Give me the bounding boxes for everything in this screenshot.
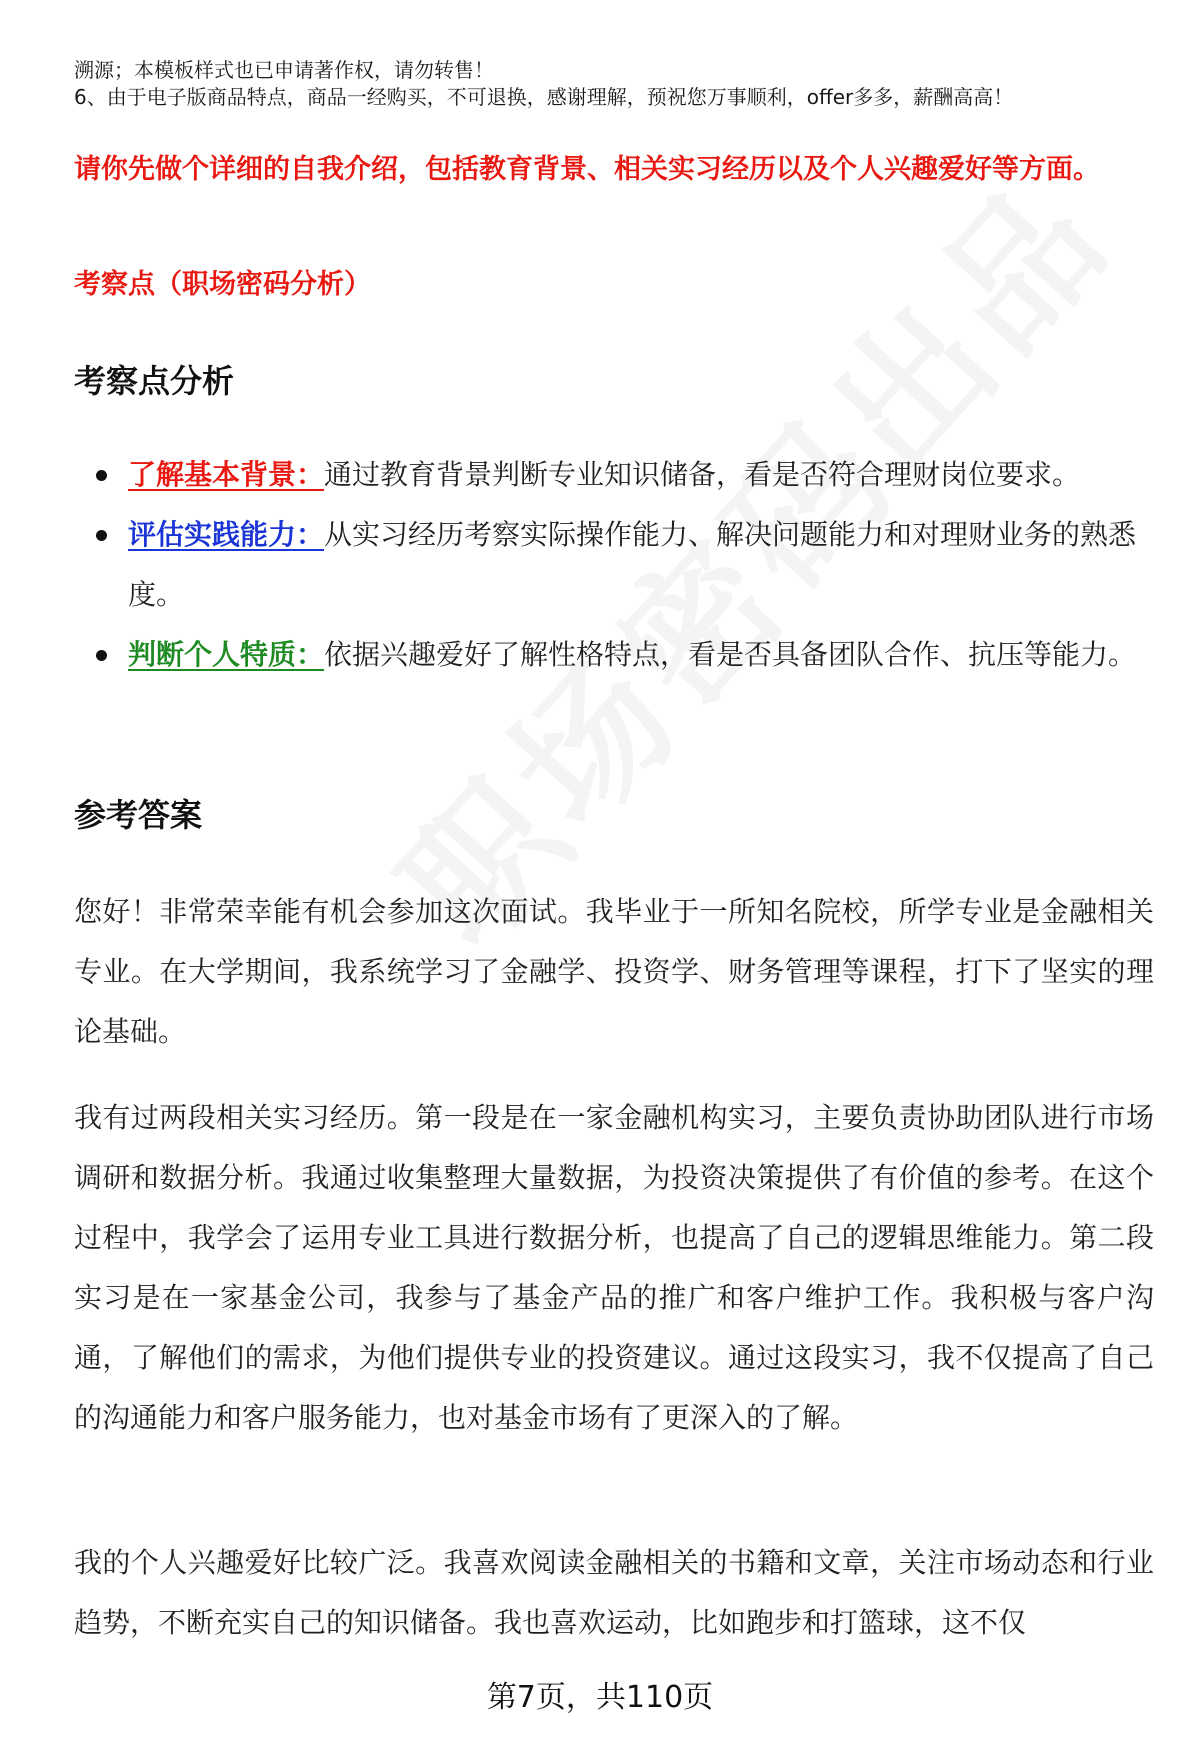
answer-paragraph-2: 我有过两段相关实习经历。第一段是在一家金融机构实习，主要负责协助团队进行市场调研和数据分析。我通过收集整理大量数据，为投资决策提供了有价值的参考。在这个过程中，我学会了运用专业工具进行数据分析，也提高了自己的逻辑思维能力。第二段实习是在一家基金公司，我参与了基金产品的推广和客户维护工作。我积极与客户沟通，了解他们的需求，为他们提供专业的投资建议。通过这段实习，我不仅提高了自己的沟通能力和客户服务能力，也对基金市场有了更深入的了解。: [74, 1101, 1154, 1434]
analysis-point: [74, 625, 1154, 685]
notice-line-1: 溯源；本模板样式也已申请著作权，请勿转售！: [74, 58, 494, 82]
point-keyword: 了解基本背景：: [128, 458, 325, 491]
point-text: 从实习经历考察实际操作能力、解决问题能力和对理财业务的熟悉度。: [128, 518, 1137, 611]
answer-paragraph-3: 我的个人兴趣爱好比较广泛。我喜欢阅读金融相关的书籍和文章，关注市场动态和行业趋势，不断充实自己的知识储备。我也喜欢运动，比如跑步和打篮球，这不仅: [74, 1546, 1154, 1639]
bullet-icon: [96, 530, 107, 541]
point-text: 依据兴趣爱好了解性格特点，看是否具备团队合作、抗压等能力。: [324, 638, 1137, 671]
analysis-point: [74, 445, 1154, 505]
focus-label: 考察点（职场密码分析）: [74, 269, 371, 300]
point-keyword: 评估实践能力：: [128, 518, 325, 551]
bullet-icon: [96, 650, 107, 661]
page-number: 第7页，共110页: [486, 1680, 714, 1715]
analysis-points-list: [74, 445, 1154, 685]
answer-heading: 参考答案: [74, 796, 203, 834]
answer-paragraph-1: 您好！非常荣幸能有机会参加这次面试。我毕业于一所知名院校，所学专业是金融相关专业。在大学期间，我系统学习了金融学、投资学、财务管理等课程，打下了坚实的理论基础。: [74, 895, 1154, 1048]
bullet-icon: [96, 470, 107, 481]
point-text: 通过教育背景判断专业知识储备，看是否符合理财岗位要求。: [324, 458, 1081, 491]
notice-line-2: 6、由于电子版商品特点，商品一经购买，不可退换，感谢理解，预祝您万事顺利，offer多多，薪酬高高！: [74, 85, 1014, 109]
analysis-point: [74, 505, 1154, 625]
interview-question: 请你先做个详细的自我介绍，包括教育背景、相关实习经历以及个人兴趣爱好等方面。: [74, 154, 1100, 185]
analysis-heading: 考察点分析: [74, 362, 235, 400]
point-keyword: 判断个人特质：: [128, 638, 325, 671]
